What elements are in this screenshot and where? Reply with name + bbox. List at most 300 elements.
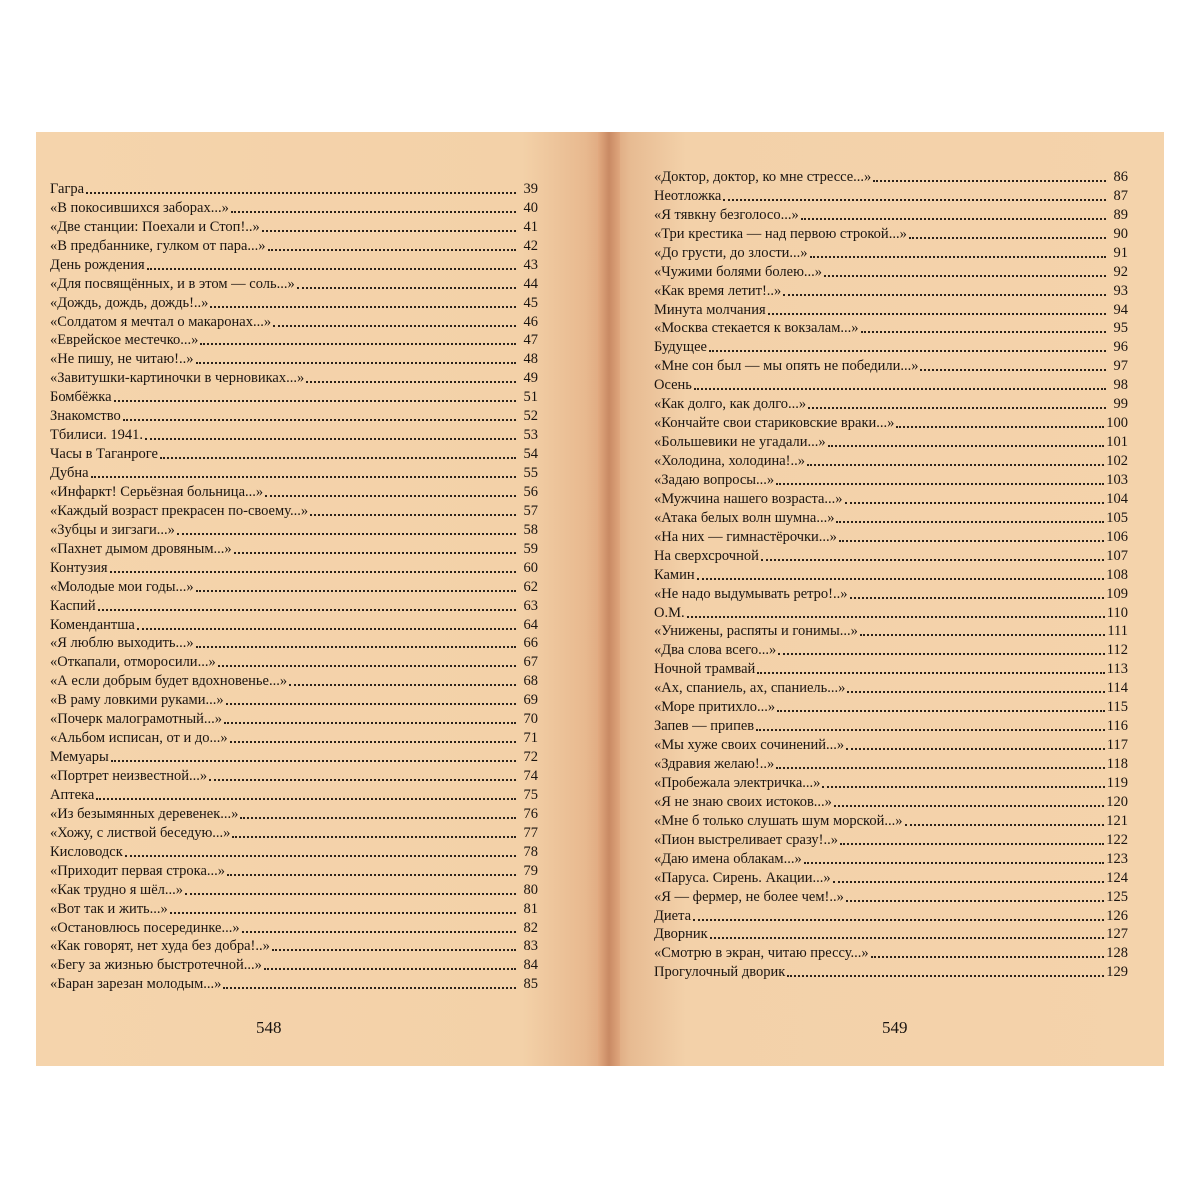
toc-entry-page: 41 — [523, 218, 538, 235]
toc-entry-page: 42 — [523, 237, 538, 254]
toc-entry-page: 80 — [523, 881, 538, 898]
toc-leader-dots — [873, 180, 1106, 182]
toc-entry-page: 66 — [523, 635, 538, 652]
toc-leader-dots — [845, 502, 1105, 504]
toc-entry — [50, 330, 538, 349]
toc-leader-dots — [226, 703, 516, 705]
toc-leader-dots — [693, 919, 1104, 921]
toc-entry-title: «Не надо выдумывать ретро!..» — [654, 585, 848, 602]
toc-leader-dots — [230, 741, 516, 743]
toc-leader-dots — [289, 684, 516, 686]
toc-entry — [650, 886, 1128, 905]
toc-entry-title: «Кончайте свои стариковские враки...» — [654, 415, 895, 432]
toc-entry-title: Тбилиси. 1941. — [50, 427, 144, 444]
toc-entry — [50, 519, 538, 538]
toc-entry-page: 39 — [523, 180, 538, 197]
toc-entry — [650, 185, 1128, 204]
toc-leader-dots — [234, 552, 516, 554]
toc-entry-title: «В покосившихся заборах...» — [50, 199, 229, 216]
toc-entry-page: 71 — [523, 730, 538, 747]
toc-entry — [650, 355, 1128, 374]
toc-leader-dots — [757, 672, 1105, 674]
toc-entry-page: 75 — [523, 786, 538, 803]
toc-entry — [50, 708, 538, 727]
toc-entry-page: 59 — [523, 540, 538, 557]
toc-entry-title: «Две станции: Поехали и Стоп!..» — [50, 218, 260, 235]
toc-leader-dots — [905, 824, 1105, 826]
toc-leader-dots — [196, 646, 516, 648]
toc-entry-page: 60 — [523, 559, 538, 576]
toc-entry — [650, 374, 1128, 393]
toc-leader-dots — [232, 836, 516, 838]
toc-entry — [650, 621, 1128, 640]
toc-entry-title: «Смотрю в экран, читаю прессу...» — [654, 945, 869, 962]
toc-leader-dots — [756, 729, 1105, 731]
toc-leader-dots — [778, 653, 1105, 655]
toc-leader-dots — [709, 350, 1106, 352]
toc-entry-title: «Задаю вопросы...» — [654, 471, 775, 488]
toc-entry — [650, 336, 1128, 355]
toc-entry — [50, 614, 538, 633]
toc-entry-title: «Остановлюсь посерединке...» — [50, 919, 240, 936]
toc-entry-title: «Молодые мои годы...» — [50, 578, 194, 595]
toc-entry-title: «Еврейское местечко...» — [50, 332, 199, 349]
toc-entry-page: 109 — [1106, 585, 1128, 602]
toc-entry-page: 81 — [523, 900, 538, 917]
toc-leader-dots — [240, 817, 516, 819]
toc-entry — [50, 557, 538, 576]
toc-entry — [50, 954, 538, 973]
toc-entry-title: «Я не знаю своих истоков...» — [654, 793, 832, 810]
toc-entry-title: Комендантша — [50, 616, 135, 633]
toc-entry-page: 68 — [523, 673, 538, 690]
toc-entry — [650, 791, 1128, 810]
toc-entry-page: 63 — [523, 597, 538, 614]
toc-entry — [50, 633, 538, 652]
toc-leader-dots — [196, 362, 517, 364]
toc-entry-page: 64 — [523, 616, 538, 633]
toc-entry — [50, 860, 538, 879]
toc-leader-dots — [687, 616, 1105, 618]
toc-entry-page: 121 — [1106, 812, 1128, 829]
toc-entry-page: 125 — [1106, 888, 1128, 905]
toc-leader-dots — [123, 419, 516, 421]
toc-entry-page: 55 — [523, 465, 538, 481]
toc-entry-title: «Море притихло...» — [654, 699, 776, 716]
toc-entry-page: 98 — [1113, 377, 1128, 394]
toc-leader-dots — [896, 426, 1104, 428]
toc-entry-page: 94 — [1113, 301, 1128, 318]
toc-entry-title: «Мне сон был — мы опять не победили...» — [654, 358, 919, 375]
toc-leader-dots — [209, 779, 516, 781]
toc-entry — [650, 261, 1128, 280]
toc-entry — [50, 689, 538, 708]
toc-entry-title: Диета — [654, 907, 692, 924]
toc-leader-dots — [264, 968, 516, 970]
toc-entry-title: Каспий — [50, 597, 96, 614]
toc-leader-dots — [210, 306, 516, 308]
toc-leader-dots — [310, 514, 516, 516]
toc-leader-dots — [86, 192, 516, 194]
toc-leader-dots — [909, 237, 1106, 239]
toc-entry-title: «Портрет неизвестной...» — [50, 768, 208, 784]
toc-entry-page: 115 — [1106, 699, 1128, 716]
toc-leader-dots — [871, 956, 1105, 958]
toc-leader-dots — [804, 862, 1105, 864]
toc-entry-page: 93 — [1113, 282, 1128, 299]
toc-leader-dots — [110, 571, 516, 573]
toc-leader-dots — [125, 855, 516, 857]
toc-entry — [50, 254, 538, 273]
toc-entry-page: 103 — [1106, 471, 1128, 488]
toc-entry-page: 120 — [1106, 793, 1128, 810]
toc-entry-title: Запев — припев — [654, 718, 755, 735]
toc-entry-page: 85 — [523, 976, 538, 993]
toc-entry — [650, 942, 1128, 961]
toc-leader-dots — [697, 578, 1105, 580]
toc-entry-title: «Унижены, распяты и гонимы...» — [654, 623, 858, 640]
toc-entry-page: 113 — [1106, 661, 1128, 678]
toc-entry-page: 76 — [523, 805, 538, 822]
toc-entry — [50, 784, 538, 803]
toc-leader-dots — [224, 722, 516, 724]
toc-leader-dots — [777, 710, 1105, 712]
toc-entry — [650, 715, 1128, 734]
toc-leader-dots — [861, 331, 1106, 333]
toc-entry — [50, 727, 538, 746]
toc-entry-page: 102 — [1106, 453, 1128, 469]
toc-entry — [50, 879, 538, 898]
toc-entry — [650, 905, 1128, 924]
toc-entry-page: 74 — [523, 768, 538, 784]
toc-leader-dots — [223, 987, 516, 989]
toc-leader-dots — [920, 369, 1106, 371]
toc-leader-dots — [839, 540, 1104, 542]
toc-leader-dots — [231, 211, 516, 213]
toc-entry-page: 58 — [523, 521, 538, 538]
toc-entry-page: 117 — [1106, 737, 1128, 754]
toc-leader-dots — [297, 287, 516, 289]
toc-entry — [50, 936, 538, 955]
toc-entry-page: 77 — [523, 824, 538, 841]
toc-entry-page: 90 — [1113, 225, 1128, 242]
left-page-number: 548 — [256, 1018, 282, 1037]
toc-entry-page: 70 — [523, 711, 538, 728]
toc-entry-page: 49 — [523, 370, 538, 387]
toc-entry-title: «Не пишу, не читаю!..» — [50, 351, 194, 368]
toc-entry — [650, 734, 1128, 753]
toc-entry-page: 97 — [1113, 358, 1128, 375]
toc-leader-dots — [822, 786, 1104, 788]
toc-entry-page: 91 — [1113, 244, 1128, 261]
toc-entry-title: «Я люблю выходить...» — [50, 635, 194, 652]
toc-entry-title: «Каждый возраст прекрасен по-своему...» — [50, 502, 309, 519]
toc-entry-page: 126 — [1106, 907, 1128, 924]
toc-entry — [50, 367, 538, 386]
toc-entry-title: «Мы хуже своих сочинений...» — [654, 737, 845, 754]
toc-entry — [650, 242, 1128, 261]
toc-leader-dots — [847, 691, 1104, 693]
toc-entry — [50, 292, 538, 311]
toc-entry — [50, 576, 538, 595]
toc-leader-dots — [242, 931, 516, 933]
toc-entry — [650, 488, 1128, 507]
toc-entry — [650, 450, 1128, 469]
toc-entry-title: «Бегу за жизнью быстротечной...» — [50, 957, 262, 974]
toc-leader-dots — [810, 256, 1106, 258]
toc-leader-dots — [137, 628, 516, 630]
toc-entry-page: 86 — [1113, 168, 1128, 185]
toc-entry — [650, 393, 1128, 412]
toc-entry-page: 128 — [1106, 945, 1128, 962]
toc-entry-title: Дворник — [654, 926, 708, 943]
toc-leader-dots — [723, 199, 1106, 201]
toc-entry — [650, 677, 1128, 696]
toc-entry-page: 99 — [1113, 396, 1128, 413]
toc-entry-title: «Я — фермер, не более чем!..» — [654, 888, 844, 905]
right-page-number: 549 — [882, 1018, 908, 1037]
toc-entry — [50, 917, 538, 936]
toc-entry — [50, 651, 538, 670]
toc-entry — [650, 810, 1128, 829]
toc-entry — [50, 538, 538, 557]
toc-entry-title: Минута молчания — [654, 301, 766, 318]
toc-entry-title: Прогулочный дворик — [654, 964, 786, 981]
toc-entry-page: 104 — [1106, 490, 1128, 507]
toc-leader-dots — [808, 407, 1106, 409]
toc-leader-dots — [824, 275, 1106, 277]
toc-entry-page: 57 — [523, 502, 538, 519]
toc-entry-page: 105 — [1106, 509, 1128, 526]
toc-entry — [50, 273, 538, 292]
toc-entry-page: 82 — [523, 919, 538, 936]
toc-leader-dots — [768, 313, 1106, 315]
toc-entry-title: Бомбёжка — [50, 389, 112, 406]
toc-entry-title: «Завитушки-картиночки в черновиках...» — [50, 370, 305, 387]
toc-entry — [50, 462, 538, 481]
toc-entry-title: «Доктор, доктор, ко мне стрессе...» — [654, 168, 872, 185]
toc-leader-dots — [160, 457, 516, 459]
toc-entry — [50, 311, 538, 330]
toc-entry — [650, 526, 1128, 545]
toc-leader-dots — [860, 634, 1105, 636]
toc-entry-title: «Я тявкну безголосо...» — [654, 206, 799, 223]
toc-entry-page: 92 — [1113, 263, 1128, 280]
toc-entry — [50, 500, 538, 519]
toc-entry-page: 53 — [523, 427, 538, 444]
toc-leader-dots — [114, 400, 516, 402]
toc-leader-dots — [828, 445, 1105, 447]
toc-entry-title: «Чужими болями болею...» — [654, 263, 823, 280]
toc-entry-page: 83 — [523, 938, 538, 955]
toc-entry-page: 127 — [1106, 926, 1128, 943]
toc-entry-title: Ночной трамвай — [654, 661, 756, 678]
toc-entry-title: На сверхсрочной — [654, 547, 759, 564]
toc-entry-title: «Откапали, отморосили...» — [50, 654, 216, 671]
toc-leader-dots — [177, 533, 516, 535]
toc-entry-title: «Альбом исписан, от и до...» — [50, 730, 228, 747]
toc-entry-title: «Паруса. Сирень. Акации...» — [654, 869, 831, 886]
toc-entry-title: Дубна — [50, 465, 89, 481]
toc-leader-dots — [846, 900, 1104, 902]
toc-leader-dots — [265, 495, 516, 497]
toc-entry-page: 46 — [523, 313, 538, 330]
toc-entry-title: Мемуары — [50, 749, 109, 766]
toc-entry — [650, 280, 1128, 299]
toc-entry-title: «Дождь, дождь, дождь!..» — [50, 294, 209, 311]
toc-entry-page: 47 — [523, 332, 538, 349]
toc-entry-title: «Как говорят, нет худа без добра!..» — [50, 938, 270, 955]
toc-entry-title: «Москва стекается к вокзалам...» — [654, 320, 859, 337]
toc-entry — [650, 507, 1128, 526]
toc-entry-page: 129 — [1106, 964, 1128, 981]
toc-entry-title: «На них — гимнастёрочки...» — [654, 528, 837, 545]
toc-entry-title: Контузия — [50, 559, 108, 576]
toc-entry-page: 108 — [1106, 566, 1128, 583]
toc-entry — [650, 696, 1128, 715]
toc-leader-dots — [776, 483, 1104, 485]
toc-leader-dots — [306, 381, 516, 383]
toc-entry-title: «Инфаркт! Серьёзная больница...» — [50, 483, 264, 500]
toc-entry — [650, 848, 1128, 867]
toc-entry-page: 87 — [1113, 187, 1128, 204]
toc-leader-dots — [834, 805, 1104, 807]
toc-leader-dots — [262, 230, 516, 232]
toc-leader-dots — [218, 665, 516, 667]
toc-entry-title: «Солдатом я мечтал о макаронах...» — [50, 313, 272, 330]
toc-entry — [650, 545, 1128, 564]
toc-entry-title: «Два слова всего...» — [654, 642, 777, 659]
toc-entry-title: «Атака белых волн шумна...» — [654, 509, 835, 526]
toc-entry-page: 48 — [523, 351, 538, 368]
toc-entry-page: 100 — [1106, 415, 1128, 432]
toc-entry — [50, 765, 538, 784]
toc-entry-title: «Пахнет дымом дровяным...» — [50, 540, 232, 557]
toc-leader-dots — [147, 268, 516, 270]
toc-leader-dots — [200, 343, 516, 345]
toc-entry-page: 45 — [523, 294, 538, 311]
toc-leader-dots — [98, 609, 516, 611]
toc-entry — [650, 639, 1128, 658]
toc-entry-title: «Большевики не угадали...» — [654, 434, 826, 451]
toc-entry — [650, 299, 1128, 318]
toc-entry-title: «Для посвящённых, и в этом — соль...» — [50, 275, 295, 292]
toc-entry — [50, 898, 538, 917]
toc-entry-title: Неотложка — [654, 187, 722, 204]
toc-entry-title: «Как время летит!..» — [654, 282, 782, 299]
toc-entry-title: Будущее — [654, 339, 707, 356]
toc-entry — [650, 412, 1128, 431]
toc-entry — [650, 564, 1128, 583]
toc-entry — [50, 348, 538, 367]
toc-entry-title: «Даю имена облакам...» — [654, 850, 802, 867]
toc-entry — [650, 867, 1128, 886]
toc-entry-title: «Мужчина нашего возраста...» — [654, 490, 843, 507]
toc-entry — [50, 424, 538, 443]
toc-entry — [650, 924, 1128, 943]
toc-leader-dots — [787, 975, 1104, 977]
toc-entry-title: «Вот так и жить...» — [50, 900, 168, 917]
toc-entry-title: «Пробежала электричка...» — [654, 774, 821, 791]
toc-entry-page: 72 — [523, 749, 538, 766]
toc-entry — [50, 841, 538, 860]
toc-leader-dots — [170, 912, 516, 914]
toc-entry-page: 51 — [523, 389, 538, 406]
toc-entry-page: 110 — [1106, 604, 1128, 621]
toc-entry-page: 84 — [523, 957, 538, 974]
toc-entry — [50, 670, 538, 689]
toc-entry-page: 119 — [1106, 774, 1128, 791]
toc-entry — [50, 216, 538, 235]
toc-leader-dots — [111, 760, 516, 762]
toc-entry-page: 79 — [523, 862, 538, 879]
toc-entry-page: 67 — [523, 654, 538, 671]
toc-entry — [50, 973, 538, 992]
toc-entry-page: 40 — [523, 199, 538, 216]
toc-entry-page: 69 — [523, 692, 538, 709]
toc-entry-title: Аптека — [50, 786, 95, 803]
left-toc-list — [50, 178, 538, 992]
toc-leader-dots — [91, 476, 516, 478]
toc-entry-title: Кисловодск — [50, 843, 123, 860]
toc-entry — [650, 431, 1128, 450]
toc-leader-dots — [761, 559, 1104, 561]
toc-entry-page: 118 — [1106, 756, 1128, 772]
toc-entry-page: 122 — [1106, 831, 1128, 848]
toc-entry — [650, 469, 1128, 488]
toc-entry — [650, 829, 1128, 848]
toc-leader-dots — [710, 937, 1105, 939]
toc-entry-page: 101 — [1106, 434, 1128, 451]
toc-entry-page: 107 — [1106, 547, 1128, 564]
toc-leader-dots — [807, 464, 1104, 466]
toc-entry-title: «Как долго, как долго...» — [654, 396, 807, 413]
toc-leader-dots — [836, 521, 1104, 523]
toc-entry-title: «А если добрым будет вдохновенье...» — [50, 673, 288, 690]
toc-entry — [50, 197, 538, 216]
toc-entry — [50, 481, 538, 500]
toc-entry — [50, 178, 538, 197]
toc-entry-title: День рождения — [50, 256, 145, 273]
toc-entry-page: 62 — [523, 578, 538, 595]
toc-entry-title: «В предбаннике, гулком от пара...» — [50, 237, 266, 254]
toc-entry-title: «Пион выстреливает сразу!..» — [654, 831, 838, 848]
toc-entry — [50, 443, 538, 462]
toc-entry-page: 56 — [523, 483, 538, 500]
toc-entry-page: 114 — [1106, 680, 1128, 697]
toc-entry-title: «Хожу, с листвой беседую...» — [50, 824, 231, 841]
toc-entry-page: 52 — [523, 408, 538, 425]
toc-entry-page: 112 — [1106, 642, 1128, 659]
toc-entry — [50, 405, 538, 424]
toc-entry-page: 95 — [1113, 320, 1128, 337]
toc-entry-title: «В раму ловкими руками...» — [50, 692, 224, 709]
toc-entry — [50, 822, 538, 841]
toc-leader-dots — [268, 249, 516, 251]
right-toc-list — [650, 166, 1128, 980]
toc-entry — [50, 235, 538, 254]
toc-entry-page: 96 — [1113, 339, 1128, 356]
toc-leader-dots — [846, 748, 1105, 750]
toc-entry-title: «Баран зарезан молодым...» — [50, 976, 222, 993]
toc-leader-dots — [850, 597, 1105, 599]
toc-entry-title: Часы в Таганроге — [50, 446, 158, 463]
toc-entry — [650, 961, 1128, 980]
book-gutter — [598, 132, 620, 1066]
toc-entry-title: «До грусти, до злости...» — [654, 244, 808, 261]
toc-entry — [650, 602, 1128, 621]
toc-entry — [650, 658, 1128, 677]
